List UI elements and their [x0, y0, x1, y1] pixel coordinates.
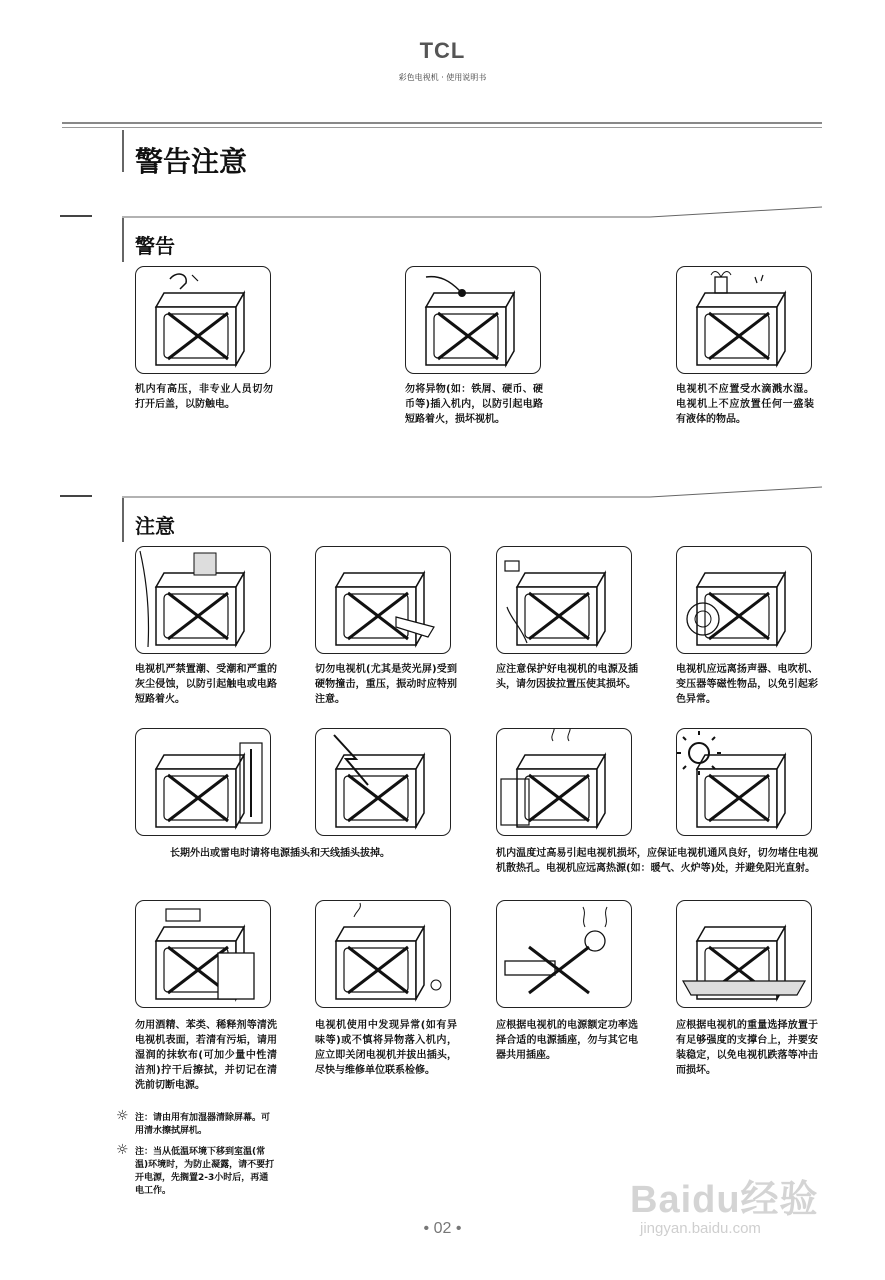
warning-section-title: 警告 [135, 234, 175, 258]
caution-divider [122, 498, 124, 542]
caution-caption-2: 切勿电视机(尤其是荧光屏)受到硬物撞击，重压，振动时应特别注意。 [315, 664, 457, 705]
page-number: • 02 • [423, 1220, 462, 1237]
header-rule [62, 122, 822, 124]
caution-figure-1 [135, 546, 271, 654]
manual-subtitle: 彩色电视机 · 使用说明书 [398, 73, 487, 82]
baidu-watermark: Baidu经验 [630, 1179, 819, 1221]
caution-figure-6 [315, 728, 451, 836]
caution-figure-11 [496, 900, 632, 1008]
sun-icon: ☼ [116, 1142, 129, 1158]
caution-caption-row2-left: 长期外出或雷电时请将电源插头和天线插头拔掉。 [170, 848, 390, 859]
caution-caption-1: 电视机严禁置潮、受潮和严重的灰尘侵蚀，以防引起触电或电路短路着火。 [135, 664, 277, 705]
sun-icon: ☼ [116, 1108, 129, 1124]
caution-figure-7 [496, 728, 632, 836]
warning-caption-3: 电视机不应置受水滴溅水湿。电视机上不应放置任何一盛装有液体的物品。 [676, 384, 814, 425]
warning-divider [122, 218, 124, 262]
caution-caption-11: 应根据电视机的电源额定功率选择合适的电源插座，勿与其它电器共用插座。 [496, 1020, 638, 1061]
caution-figure-9 [135, 900, 271, 1008]
warning-figure-3 [676, 266, 812, 374]
caution-caption-4: 电视机应远离扬声器、电吹机、变压器等磁性物品，以免引起彩色异常。 [676, 664, 818, 705]
note-1: 注：请由用有加湿器清除屏幕。可用清水擦拭屏机。 [135, 1113, 271, 1136]
caution-caption-10: 电视机使用中发现异常(如有异味等)或不慎将异物落入机内，应立即关闭电视机并拔出插头，尽快与维修单位联系检修。 [315, 1020, 457, 1076]
caution-figure-2 [315, 546, 451, 654]
caution-caption-9: 勿用酒精、苯类、稀释剂等清洗电视机表面，若清有污垢，请用湿润的抹软布(可加少量中性清洁剂)拧干后擦拭，并切记在清洗前切断电源。 [135, 1020, 277, 1091]
caution-figure-5 [135, 728, 271, 836]
caution-caption-3: 应注意保护好电视机的电源及插头，请勿因拔拉置压使其损坏。 [496, 664, 638, 690]
caution-figure-12 [676, 900, 812, 1008]
caution-figure-4 [676, 546, 812, 654]
caution-figure-3 [496, 546, 632, 654]
caution-caption-row2-right: 机内温度过高易引起电视机损坏，应保证电视机通风良好，切勿堵住电视机散热孔。电视机应远离热源(如：暖气、火炉等)处，并避免阳光直射。 [496, 848, 818, 874]
caution-caption-12: 应根据电视机的重量选择放置于有足够强度的支撑台上，并要安装稳定，以免电视机跌落等冲击而损坏。 [676, 1020, 818, 1076]
section-divider-warning [60, 204, 825, 224]
page-title: 警告注意 [135, 145, 248, 178]
section-divider-caution [60, 484, 825, 504]
note-2: 注：当从低温环境下移到室温(常温)环境时，为防止凝露，请不要打开电源，先搁置2-3小时后，再通电工作。 [135, 1147, 275, 1196]
warning-figure-2 [405, 266, 541, 374]
warning-caption-2: 勿将异物(如：铁屑、硬币、硬币等)插入机内，以防引起电路短路着火，损坏视机。 [405, 384, 543, 425]
baidu-watermark-url: jingyan.baidu.com [640, 1220, 761, 1237]
tcl-logo: TCL [419, 38, 466, 63]
header-rule-thin [62, 127, 822, 128]
caution-figure-8 [676, 728, 812, 836]
warning-caption-1: 机内有高压，非专业人员切勿打开后盖，以防触电。 [135, 384, 273, 410]
warning-figure-1 [135, 266, 271, 374]
caution-figure-10 [315, 900, 451, 1008]
caution-section-title: 注意 [135, 514, 175, 538]
title-divider [122, 130, 124, 172]
